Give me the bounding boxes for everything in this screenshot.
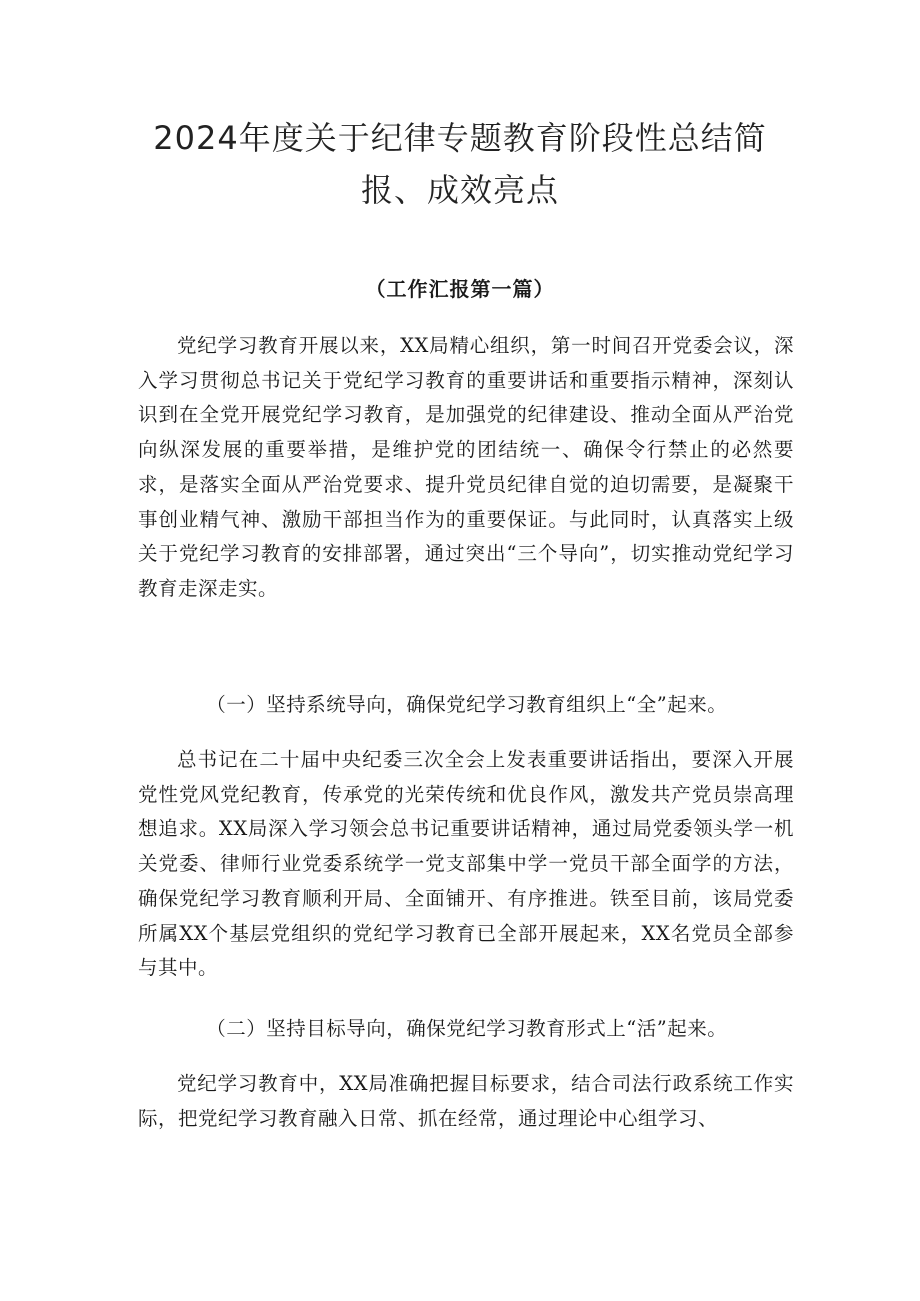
- section-heading-1: （一）坚持系统导向，确保党纪学习教育组织上“全”起来。: [206, 693, 728, 716]
- document-title: 2024年度关于纪律专题教育阶段性总结简报、成效亮点: [153, 119, 767, 209]
- document-subtitle: （工作汇报第一篇）: [365, 277, 555, 301]
- paragraph-section-2: 党纪学习教育中，XX局准确把握目标要求，结合司法行政系统工作实际，把党纪学习教育融入日常、抓在经常，通过理论中心组学习、: [138, 1072, 794, 1130]
- section-heading-2: （二）坚持目标导向，确保党纪学习教育形式上“活”起来。: [206, 1017, 728, 1040]
- paragraph-intro: 党纪学习教育开展以来，XX局精心组织，第一时间召开党委会议，深入学习贯彻总书记关于党纪学习教育的重要讲话和重要指示精神，深刻认识到在全党开展党纪学习教育，是加强党的纪律建设、推动全面从严治党向纵深发展的重要举措，是维护党的团结统一、确保令行禁止的必然要求，是落实全面从严治党要求、提升党员纪律自觉的迫切需要，是凝聚干事创业精气神、激励干部担当作为的重要保证。与此同时，认真落实上级关于党纪学习教育的安排部署，通过突出“三个导向”，切实推动党纪学习教育走深走实。: [138, 334, 794, 600]
- paragraph-section-1: 总书记在二十届中央纪委三次全会上发表重要讲话指出，要深入开展党性党风党纪教育，传承党的光荣传统和优良作风，激发共产党员崇高理想追求。XX局深入学习领会总书记重要讲话精神，通过局党委领头学一机关党委、律师行业党委系统学一党支部集中学一党员干部全面学的方法，确保党纪学习教育顺利开局、全面铺开、有序推进。铁至目前，该局党委所属XX个基层党组织的党纪学习教育已全部开展起来，XX名党员全部参与其中。: [138, 748, 794, 980]
